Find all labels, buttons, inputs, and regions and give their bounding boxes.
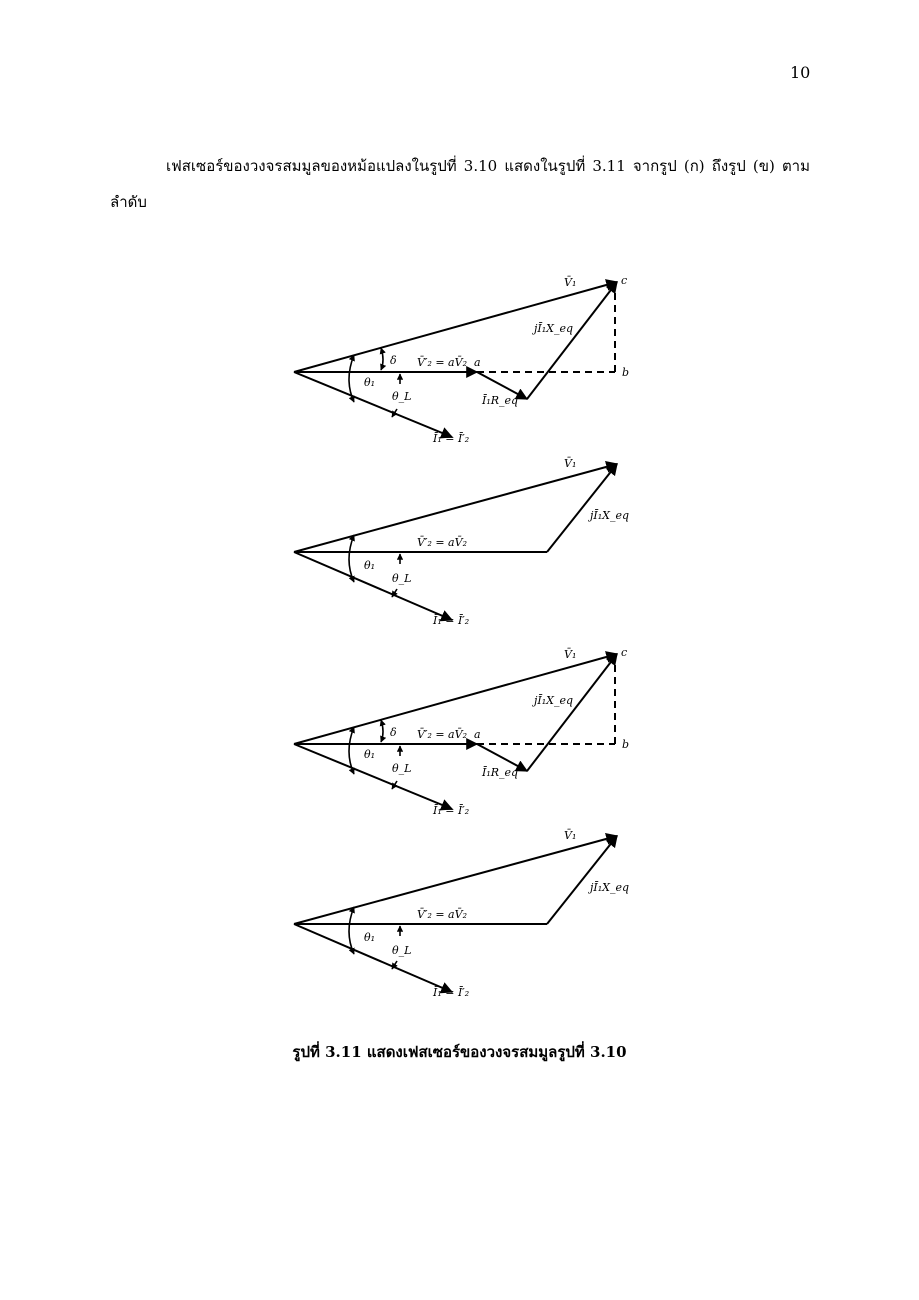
theta1-label: θ₁ [364,559,376,572]
theta1-label: θ₁ [364,931,376,944]
point-b-label: b [622,738,630,751]
v2-label: V̄′₂ = aV̄₂ [417,536,467,549]
v2-label: V̄′₂ = aV̄₂ [417,908,467,921]
phasor-diagram-4 [294,829,629,999]
point-a-label: a [474,728,481,741]
phasor-diagrams-svg [282,262,642,1022]
v1-label: V̄₁ [564,276,577,289]
thetaL-label: θ_L [392,390,412,403]
phasor-diagram-2 [294,457,629,627]
phasor-diagram-1 [294,274,629,445]
jix-phasor [547,464,617,552]
phasor-figure [282,262,642,1026]
ir-label: Ī₁R_eq [482,394,519,407]
body-paragraph: เฟสเซอร์ของวงจรสมมูลของหม้อแปลงในรูปที่ 3.10 แสดงในรูปที่ 3.11 จากรูป (ก) ถึงรูป (ข) ตามลำดับ [110,157,810,211]
v2-label: V̄′₂ = aV̄₂ [417,356,467,369]
theta1-label: θ₁ [364,748,376,761]
v1-label: V̄₁ [564,457,577,470]
jix-phasor [547,836,617,924]
theta1-label: θ₁ [364,376,376,389]
page-number: 10 [790,63,811,82]
point-a-label: a [474,356,481,369]
v1-label: V̄₁ [564,648,577,661]
point-b-label: b [622,366,630,379]
jix-label: jĪ₁X_eq [534,322,574,335]
i1-label: Ī₁ = Ī′₂ [433,614,470,627]
thetaL-label: θ_L [392,572,412,585]
jix-label: jĪ₁X_eq [590,881,630,894]
jix-phasor [527,654,617,771]
thetaL-label: θ_L [392,944,412,957]
point-c-label: c [621,646,628,659]
v1-label: V̄₁ [564,829,577,842]
delta-arc [381,720,383,742]
delta-label: δ [390,726,397,739]
phasor-diagram-3 [294,646,629,817]
thetaL-label: θ_L [392,762,412,775]
jix-label: jĪ₁X_eq [590,509,630,522]
jix-phasor [527,282,617,399]
delta-label: δ [390,354,397,367]
i1-label: Ī₁ = Ī′₂ [433,804,470,817]
ir-label: Ī₁R_eq [482,766,519,779]
i1-label: Ī₁ = Ī′₂ [433,986,470,999]
delta-arc [381,348,383,370]
jix-label: jĪ₁X_eq [534,694,574,707]
i1-label: Ī₁ = Ī′₂ [433,432,470,445]
v2-label: V̄′₂ = aV̄₂ [417,728,467,741]
figure-caption: รูปที่ 3.11 แสดงเฟสเซอร์ของวงจรสมมูลรูปที่ 3.10 [292,1043,627,1061]
point-c-label: c [621,274,628,287]
